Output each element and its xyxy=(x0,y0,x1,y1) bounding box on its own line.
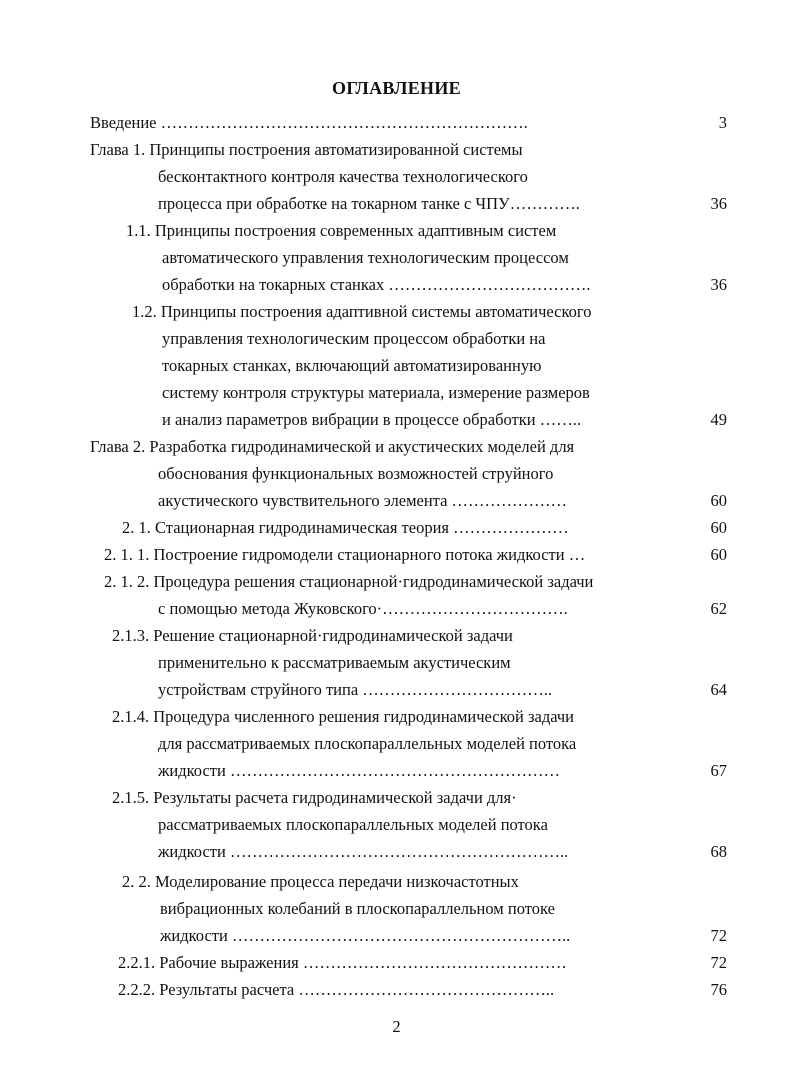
toc-entry-chapter-1-cont: процесса при обработке на токарном танке с ЧПУ…………. xyxy=(158,194,580,213)
page-ref: 64 xyxy=(710,680,727,699)
page-ref: 67 xyxy=(710,761,727,780)
toc-entry-chapter-1-cont: бесконтактного контроля качества технологического xyxy=(158,167,528,186)
toc-entry-2-2-cont: жидкости …………………………………………………….. xyxy=(160,926,571,945)
page-number: 2 xyxy=(392,1017,401,1036)
toc-entry-1-2-cont: токарных станках, включающий автоматизированную xyxy=(162,356,542,375)
page-ref: 3 xyxy=(718,113,727,132)
toc-entry-2-2-2: 2.2.2. Результаты расчета ……………………………………….. xyxy=(118,980,555,999)
toc-entry-2-1-2-cont: с помощью метода Жуковского·……………………………. xyxy=(158,599,568,618)
toc-entry-2-1-3-cont: применительно к рассматриваемым акустическим xyxy=(158,653,511,672)
toc-entry-1-1-cont: обработки на токарных станках ………………………………. xyxy=(162,275,591,294)
page-title: ОГЛАВЛЕНИЕ xyxy=(332,78,461,98)
page-ref: 76 xyxy=(710,980,727,999)
toc-entry-2-1-4: 2.1.4. Процедура численного решения гидродинамической задачи xyxy=(112,707,575,726)
toc-entry-2-1: 2. 1. Стационарная гидродинамическая теория ………………… xyxy=(122,518,569,537)
toc-entry-2-1-1: 2. 1. 1. Построение гидромодели стационарного потока жидкости … xyxy=(104,545,586,564)
toc-entry-2-1-5-cont: рассматриваемых плоскопараллельных моделей потока xyxy=(158,815,548,834)
page-ref: 60 xyxy=(710,518,727,537)
page-ref: 72 xyxy=(710,953,727,972)
toc-entry-2-1-3-cont: устройствам струйного типа …………………………….. xyxy=(158,680,553,699)
toc-entry-1-2-cont: и анализ параметров вибрации в процессе обработки …….. xyxy=(162,410,581,429)
toc-entry-chapter-2: Глава 2. Разработка гидродинамической и акустических моделей для xyxy=(90,437,575,456)
toc-entry-2-2: 2. 2. Моделирование процесса передачи низкочастотных xyxy=(122,872,519,891)
toc-entry-1-2: 1.2. Принципы построения адаптивной системы автоматического xyxy=(132,302,592,321)
page-ref: 60 xyxy=(710,545,727,564)
toc-entry-2-1-5-cont: жидкости …………………………………………………….. xyxy=(158,842,569,861)
toc-entry-2-1-3: 2.1.3. Решение стационарной·гидродинамической задачи xyxy=(112,626,513,645)
toc-entry-1-2-cont: систему контроля структуры материала, измерение размеров xyxy=(162,383,590,402)
toc-entry-2-2-cont: вибрационных колебаний в плоскопараллельном потоке xyxy=(160,899,555,918)
page-ref: 49 xyxy=(710,410,727,429)
toc-entry-2-1-4-cont: для рассматриваемых плоскопараллельных моделей потока xyxy=(158,734,577,753)
toc-entry-2-1-4-cont: жидкости …………………………………………………… xyxy=(158,761,560,780)
toc-entry-2-1-2: 2. 1. 2. Процедура решения стационарной·гидродинамической задачи xyxy=(104,572,594,591)
toc-entry-chapter-2-cont: акустического чувствительного элемента ………………… xyxy=(158,491,568,510)
toc-entry-1-1: 1.1. Принципы построения современных адаптивным систем xyxy=(126,221,557,240)
page-ref: 62 xyxy=(710,599,727,618)
toc-entry-2-2-1: 2.2.1. Рабочие выражения ………………………………………… xyxy=(118,953,567,972)
page-ref: 60 xyxy=(710,491,727,510)
toc-entry-2-1-5: 2.1.5. Результаты расчета гидродинамической задачи для· xyxy=(112,788,517,807)
page-ref: 68 xyxy=(710,842,727,861)
page-ref: 36 xyxy=(710,194,727,213)
page-ref: 36 xyxy=(710,275,727,294)
page-ref: 72 xyxy=(710,926,727,945)
toc-entry-chapter-1: Глава 1. Принципы построения автоматизированной системы xyxy=(90,140,523,159)
toc-entry-chapter-2-cont: обоснования функциональных возможностей струйного xyxy=(158,464,554,483)
toc-entry-1-1-cont: автоматического управления технологическим процессом xyxy=(162,248,569,267)
toc-entry-intro: Введение …………………………………………………………. xyxy=(90,113,528,132)
toc-entry-1-2-cont: управления технологическим процессом обработки на xyxy=(162,329,546,348)
